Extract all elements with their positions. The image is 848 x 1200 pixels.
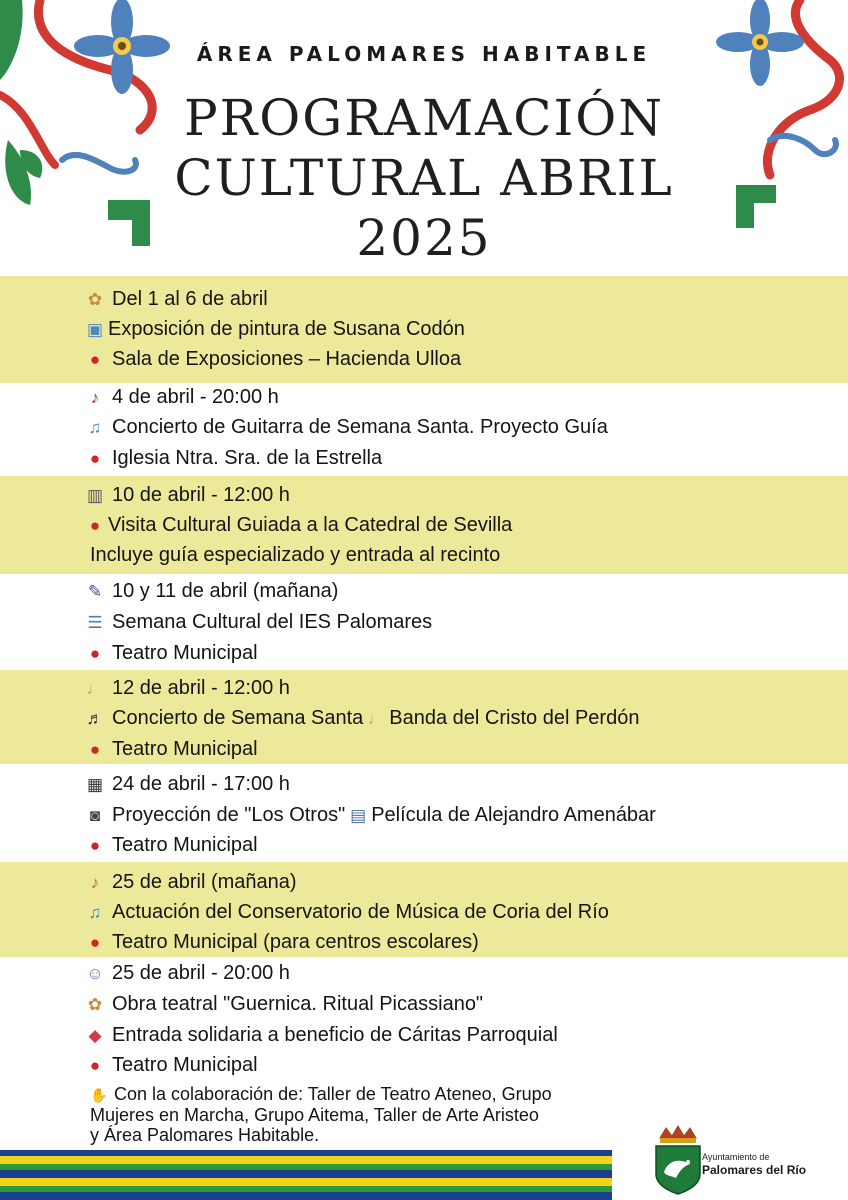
pin-icon: ● [89,1056,101,1075]
pin-icon: ● [89,644,101,663]
palette-icon: ✿ [87,290,103,309]
event-3-note: Incluye guía especializado y entrada al recinto [90,544,501,566]
event-8-title: ✿ Obra teatral "Guernica. Ritual Picassiano" [84,989,483,1019]
event-1-location: ● Sala de Exposiciones – Hacienda Ulloa [84,344,461,374]
title-line-1: PROGRAMACIÓN [183,89,665,147]
pin-icon: ● [89,933,101,952]
violin-icon: ♪ [90,873,100,892]
event-5-date: ♩ 12 de abril - 12:00 h [84,673,290,703]
event-5-location: ● Teatro Municipal [84,734,258,764]
musical-score-icon: ♬ [86,709,104,728]
flag-stripes [0,1150,612,1200]
event-6-location: ● Teatro Municipal [84,830,258,860]
event-8-location: ● Teatro Municipal [84,1050,258,1080]
event-8-date: ☺ 25 de abril - 20:00 h [84,958,290,988]
event-1-title: ▣ Exposición de pintura de Susana Codón [84,314,465,344]
movie-camera-icon: ◙ [89,806,101,825]
collaboration-line-1: ✋ Con la colaboración de: Taller de Teatro Ateneo, Grupo [90,1084,552,1104]
area-title: ÁREA PALOMARES HABITABLE [196,42,652,66]
collaboration-line-3: y Área Palomares Habitable. [90,1125,320,1145]
event-3-title: ● Visita Cultural Guiada a la Catedral de Sevilla [84,510,512,540]
event-4-date: ✎ 10 y 11 de abril (mañana) [84,576,338,606]
event-4-title: ☰ Semana Cultural del IES Palomares [84,607,432,637]
books-icon: ☰ [87,613,103,632]
guitar-icon: ♪ [90,388,100,407]
classical-building-icon: ▥ [86,486,104,505]
ticket-icon: ◆ [88,1026,102,1045]
trumpet-icon: ♩ [86,679,104,698]
collaboration-line-2: Mujeres en Marcha, Grupo Aitema, Taller de Arte Aristeo [90,1105,539,1125]
pin-icon: ● [89,740,101,759]
event-2-title: ♫ Concierto de Guitarra de Semana Santa. Proyecto Guía [84,412,608,442]
event-7-title: ♫ Actuación del Conservatorio de Música de Coria del Río [84,897,609,927]
event-6-date: ▦ 24 de abril - 17:00 h [84,769,290,799]
title-line-2: CULTURAL ABRIL [174,149,674,207]
trumpet-icon: ♩ [367,709,385,728]
framed-picture-icon: ▣ [86,320,104,339]
microphone-icon: ✎ [87,582,103,601]
pin-icon: ● [89,350,101,369]
title-line-3: 2025 [356,209,492,267]
collaboration-text [90,1084,690,1145]
event-8-note: ◆ Entrada solidaria a beneficio de Cáritas Parroquial [84,1020,558,1050]
handshake-icon: ✋ [90,1087,108,1103]
logo-name: Palomares del Río [702,1163,807,1177]
film-frames-icon: ▤ [350,806,367,825]
palette-icon: ✿ [87,995,103,1014]
event-2-date: ♪ 4 de abril - 20:00 h [84,382,279,412]
theater-masks-icon: ☺ [86,964,104,983]
event-4-location: ● Teatro Municipal [84,638,258,668]
event-6-title: ◙ Proyección de "Los Otros" ▤ Película de Alejandro Amenábar [84,800,656,830]
pin-icon: ● [89,516,101,535]
event-7-date: ♪ 25 de abril (mañana) [84,867,297,897]
page-title [0,88,848,268]
logo-subtitle: Ayuntamiento de [702,1152,770,1162]
music-notes-icon: ♫ [88,418,102,437]
event-7-location: ● Teatro Municipal (para centros escolares) [84,927,479,957]
event-3-date: ▥ 10 de abril - 12:00 h [84,480,290,510]
event-5-title: ♬ Concierto de Semana Santa ♩ Banda del Cristo del Perdón [84,703,639,733]
pin-icon: ● [89,836,101,855]
event-2-location: ● Iglesia Ntra. Sra. de la Estrella [84,443,382,473]
pin-icon: ● [89,449,101,468]
music-notes-icon: ♫ [88,903,102,922]
event-1-date: ✿ Del 1 al 6 de abril [84,284,268,314]
clapper-board-icon: ▦ [86,775,104,794]
